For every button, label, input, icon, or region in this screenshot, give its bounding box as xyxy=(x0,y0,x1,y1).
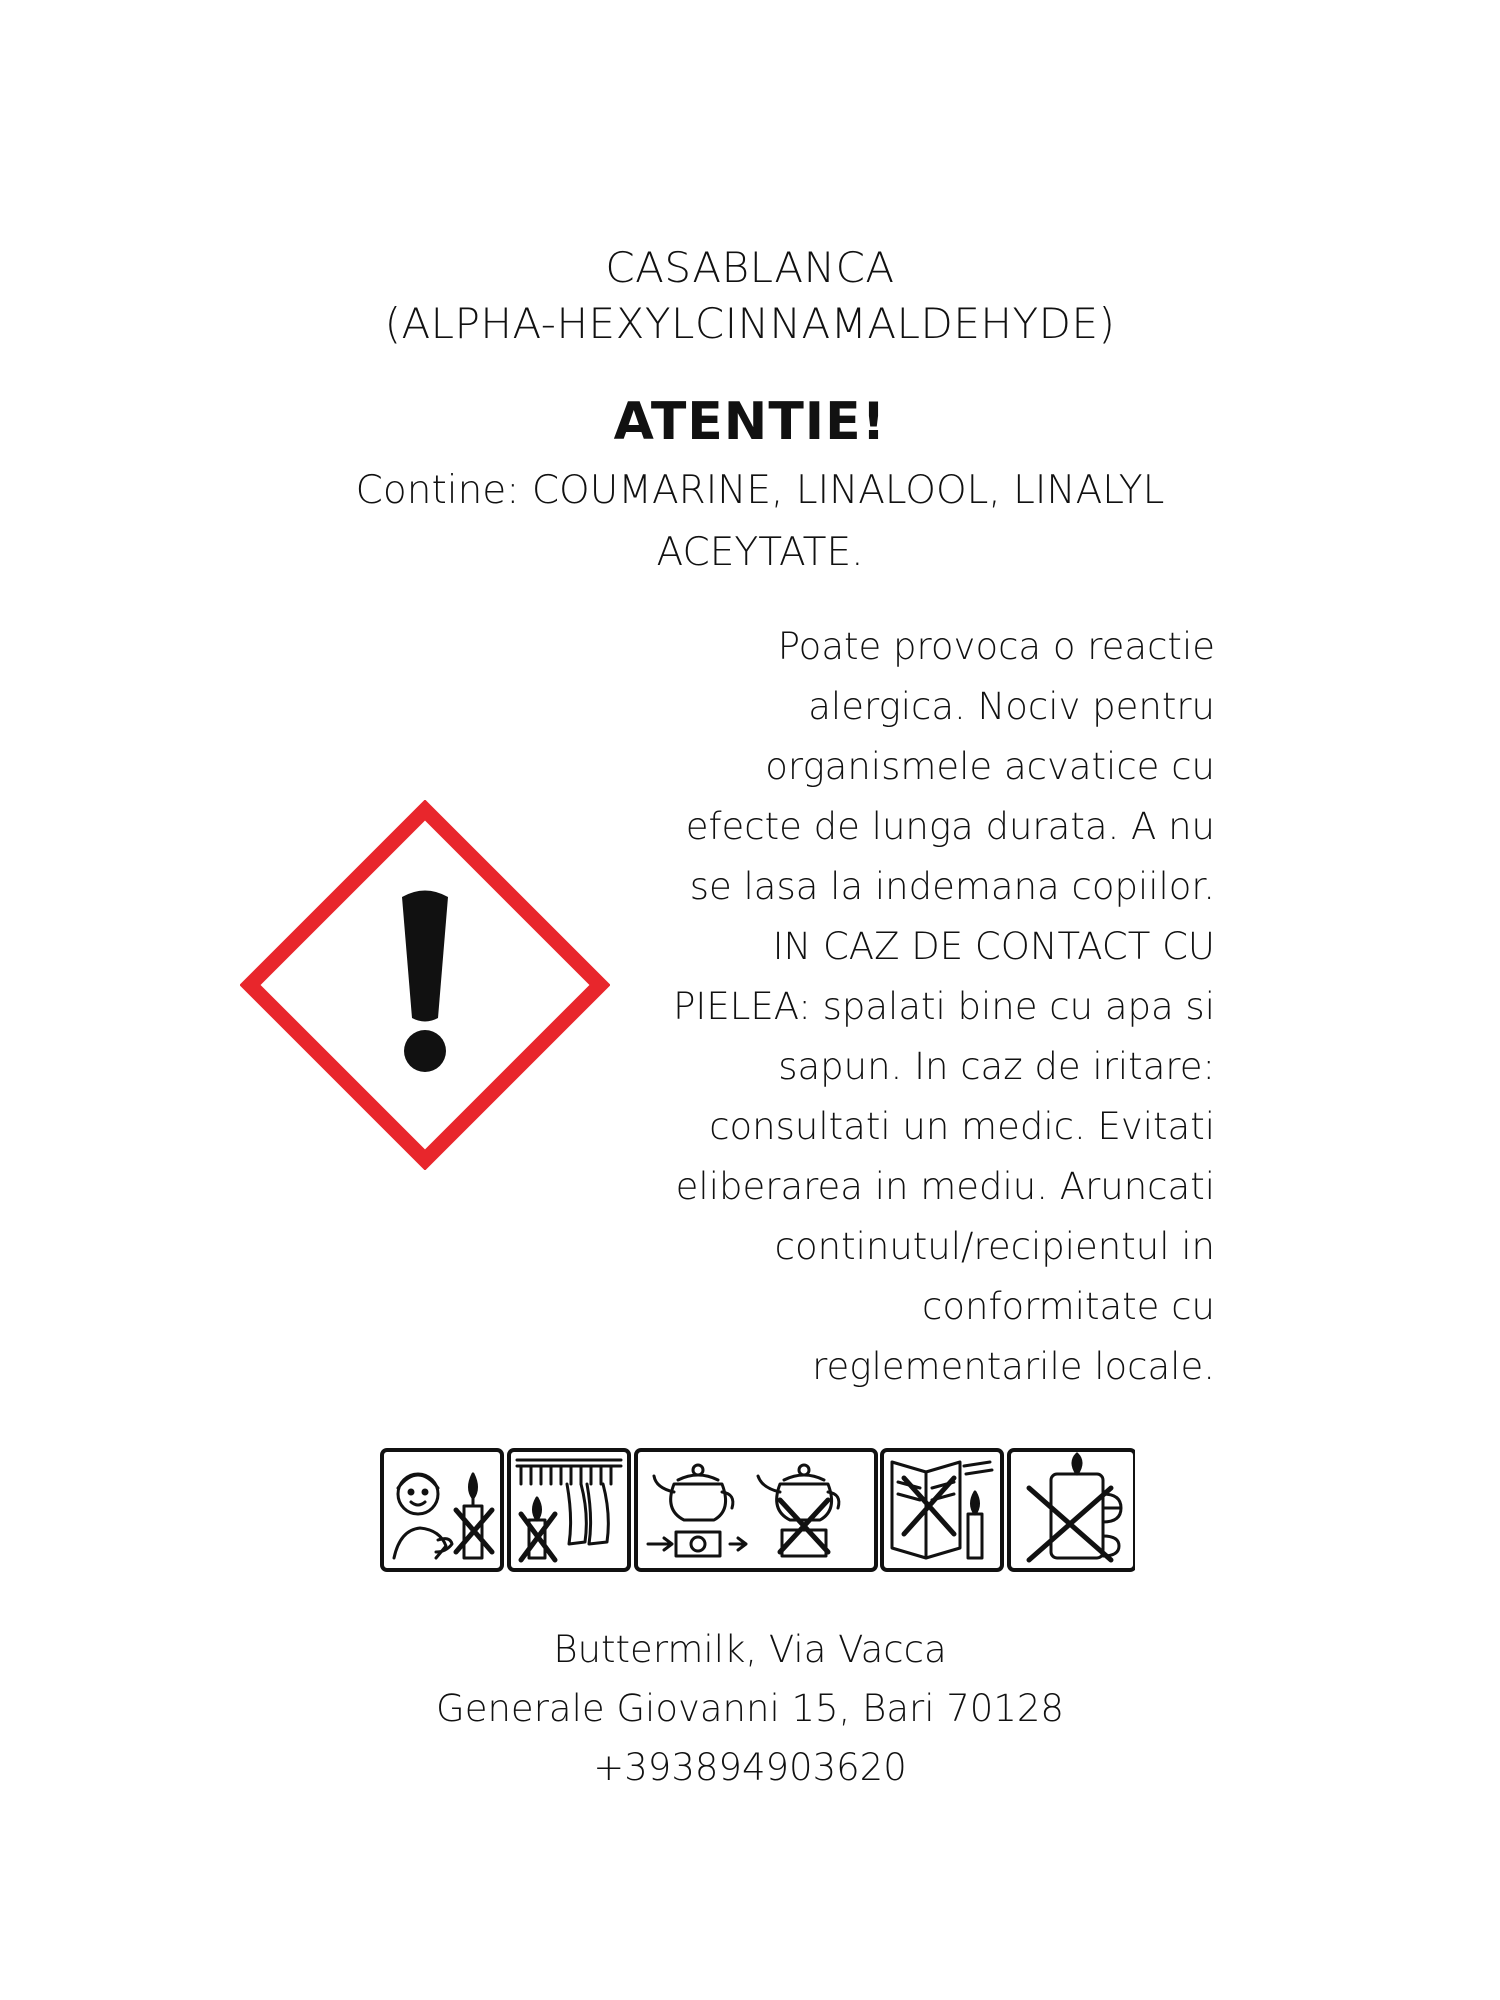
manufacturer-address xyxy=(0,1620,1500,1797)
hazard-line: organismele acvatice cu xyxy=(765,745,1215,788)
hazard-line: sapun. In caz de iritare: xyxy=(778,1045,1215,1088)
hazard-line: alergica. Nociv pentru xyxy=(808,685,1215,728)
hazard-line: eliberarea in mediu. Aruncati xyxy=(675,1165,1215,1208)
hazard-line: efecte de lunga durata. A nu xyxy=(685,805,1215,848)
product-name xyxy=(0,240,1500,352)
hazard-line: PIELEA: spalati bine cu apa si xyxy=(673,985,1215,1028)
product-name-line-1: CASABLANCA xyxy=(605,243,895,292)
hazard-line: conformitate cu xyxy=(922,1285,1215,1328)
hazard-line: Poate provoca o reactie xyxy=(777,625,1215,668)
no-children-near-candle-icon xyxy=(382,1450,502,1570)
no-candle-in-hand-icon xyxy=(1009,1450,1135,1570)
product-name-line-2: (ALPHA-HEXYLCINNAMALDEHYDE) xyxy=(384,299,1116,348)
hazard-statements xyxy=(620,617,1215,1397)
contains-line-2: ACEYTATE. xyxy=(656,530,864,575)
warning-word: ATENTIE! xyxy=(613,392,887,452)
no-candle-near-curtains-icon xyxy=(509,1450,629,1570)
address-line-1: Buttermilk, Via Vacca xyxy=(553,1628,947,1671)
hazard-line: consultati un medic. Evitati xyxy=(709,1105,1215,1148)
hazard-line: se lasa la indemana copiilor. xyxy=(689,865,1215,908)
candle-safety-pictograms xyxy=(380,1448,1135,1573)
hazard-line: IN CAZ DE CONTACT CU xyxy=(772,925,1215,968)
hazard-line: continutul/recipientul in xyxy=(774,1225,1215,1268)
no-candle-near-paper-icon xyxy=(882,1450,1002,1570)
no-heat-near-teapot-icon xyxy=(636,1450,876,1570)
address-line-2: Generale Giovanni 15, Bari 70128 xyxy=(436,1687,1064,1730)
phone-number: +393894903620 xyxy=(593,1746,907,1789)
contains-line-1: Contine: COUMARINE, LINALOOL, LINALYL xyxy=(355,468,1165,513)
exclamation-mark-hazard-icon xyxy=(240,800,610,1170)
hazard-line: reglementarile locale. xyxy=(812,1345,1215,1388)
contains-statement xyxy=(340,460,1180,584)
exclamation-dot xyxy=(404,1030,446,1072)
